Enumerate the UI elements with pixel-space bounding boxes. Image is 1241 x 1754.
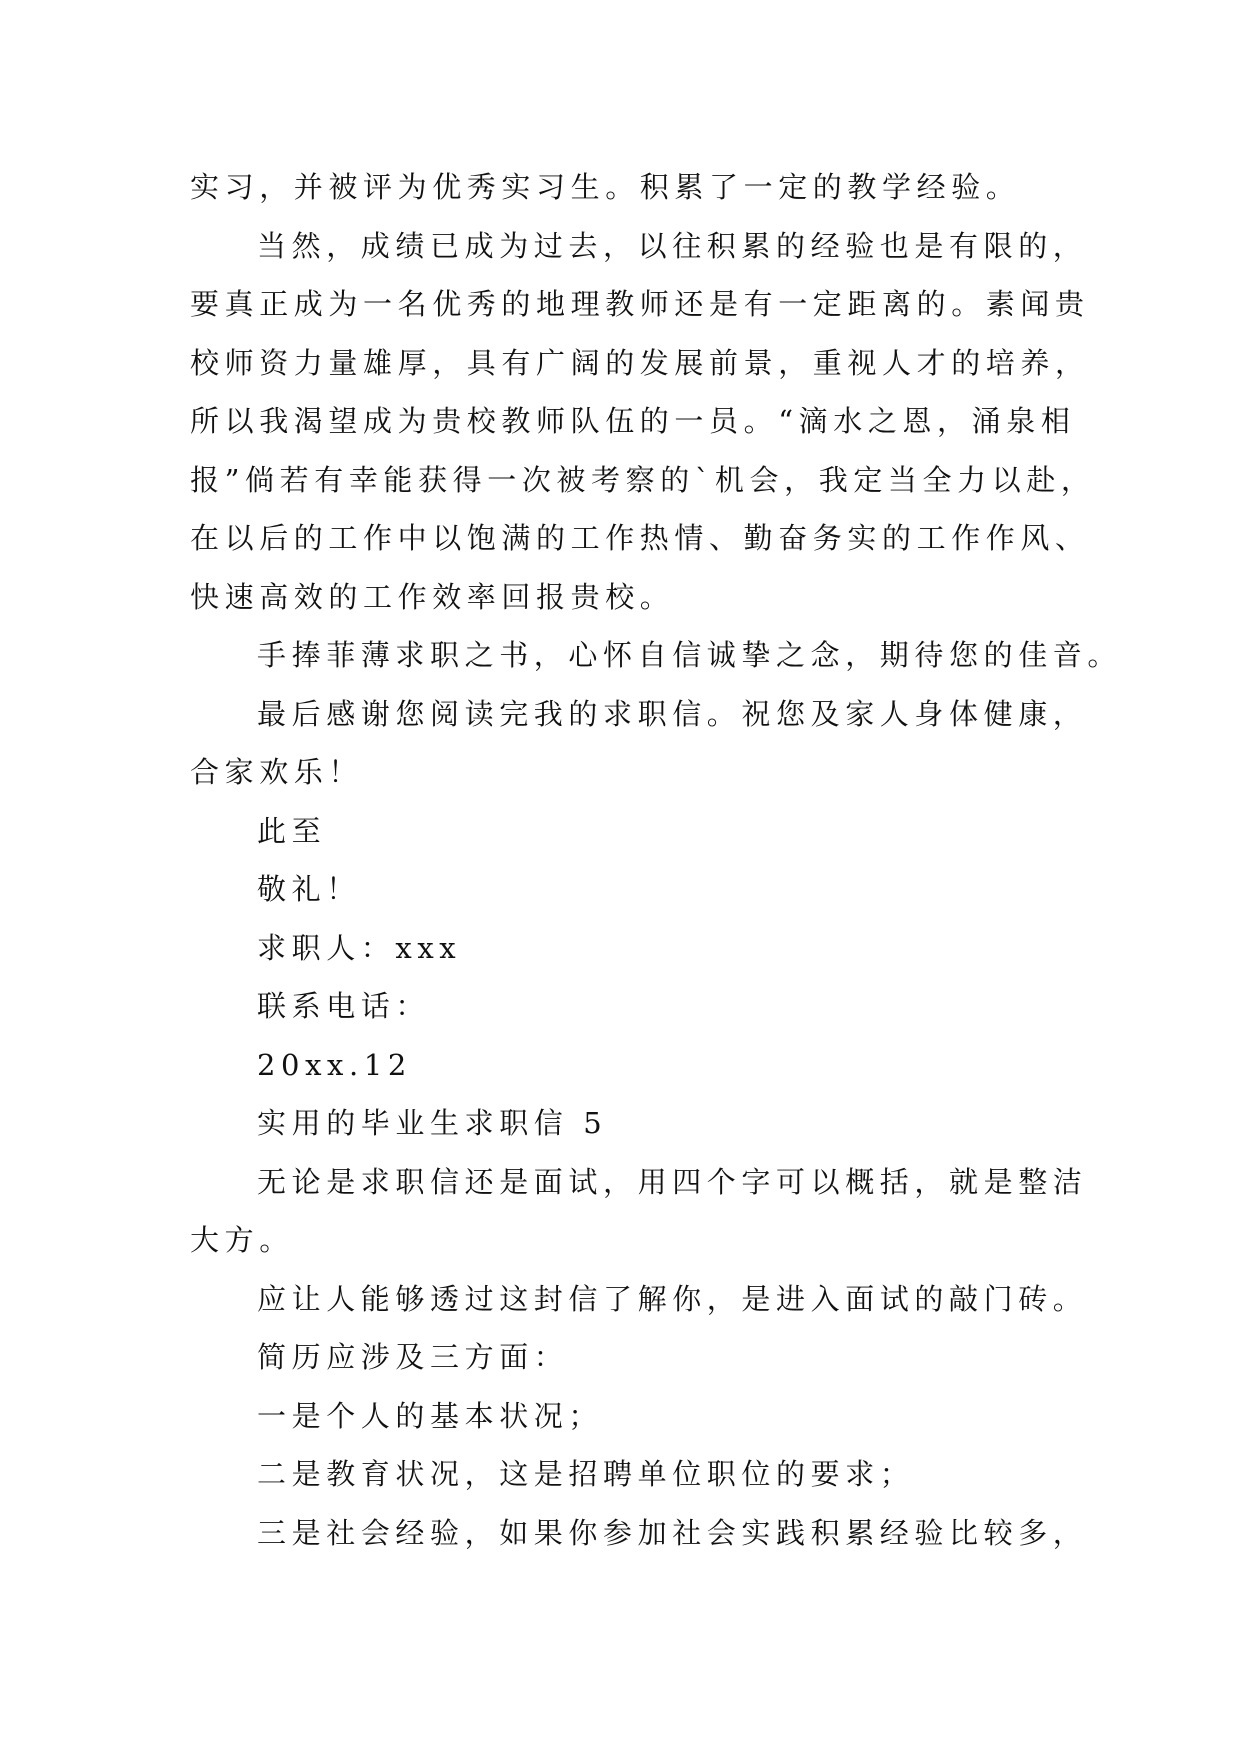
text-line: 一是个人的基本状况； [257,1398,604,1433]
text-line: 当然，成绩已成为过去，以往积累的经验也是有限的， [257,228,1088,263]
text-line: 20xx.12 [257,1047,412,1082]
text-line: 快速高效的工作效率回报贵校。 [190,579,675,614]
text-line: 应让人能够透过这封信了解你，是进入面试的敲门砖。 [257,1281,1088,1316]
text-line: 手捧菲薄求职之书，心怀自信诚挚之念，期待您的佳音。 [257,638,1123,672]
text-line: 二是教育状况，这是招聘单位职位的要求； [257,1457,915,1491]
text-line: 实习，并被评为优秀实习生。积累了一定的教学经验。 [190,170,1021,204]
text-line: 最后感谢您阅读完我的求职信。祝您及家人身体健康， [257,696,1088,731]
text-line: 实用的毕业生求职信 5 [257,1106,608,1140]
text-line: 要真正成为一名优秀的地理教师还是有一定距离的。素闻贵 [190,287,1090,321]
text-line: 校师资力量雄厚，具有广阔的发展前景，重视人才的培养， [190,345,1090,380]
text-line: 简历应涉及三方面： [257,1340,569,1374]
text-line: 所以我渴望成为贵校教师队伍的一员。“滴水之恩，涌泉相 [190,404,1076,438]
text-line: 此至 [257,813,327,848]
text-line: 无论是求职信还是面试，用四个字可以概括，就是整洁 [257,1164,1088,1199]
text-line: 求职人：xxx [257,930,462,965]
text-line: 敬礼！ [257,872,361,906]
text-line: 大方。 [190,1223,294,1257]
text-line: 合家欢乐！ [190,755,364,789]
text-line: 联系电话： [257,989,431,1023]
text-line: 三是社会经验，如果你参加社会实践积累经验比较多， [257,1515,1088,1550]
text-line: 在以后的工作中以饱满的工作热情、勤奋务实的工作作风、 [190,521,1090,555]
text-line: 报”倘若有幸能获得一次被考察的`机会，我定当全力以赴， [190,462,1096,497]
document-body [190,158,1123,1562]
